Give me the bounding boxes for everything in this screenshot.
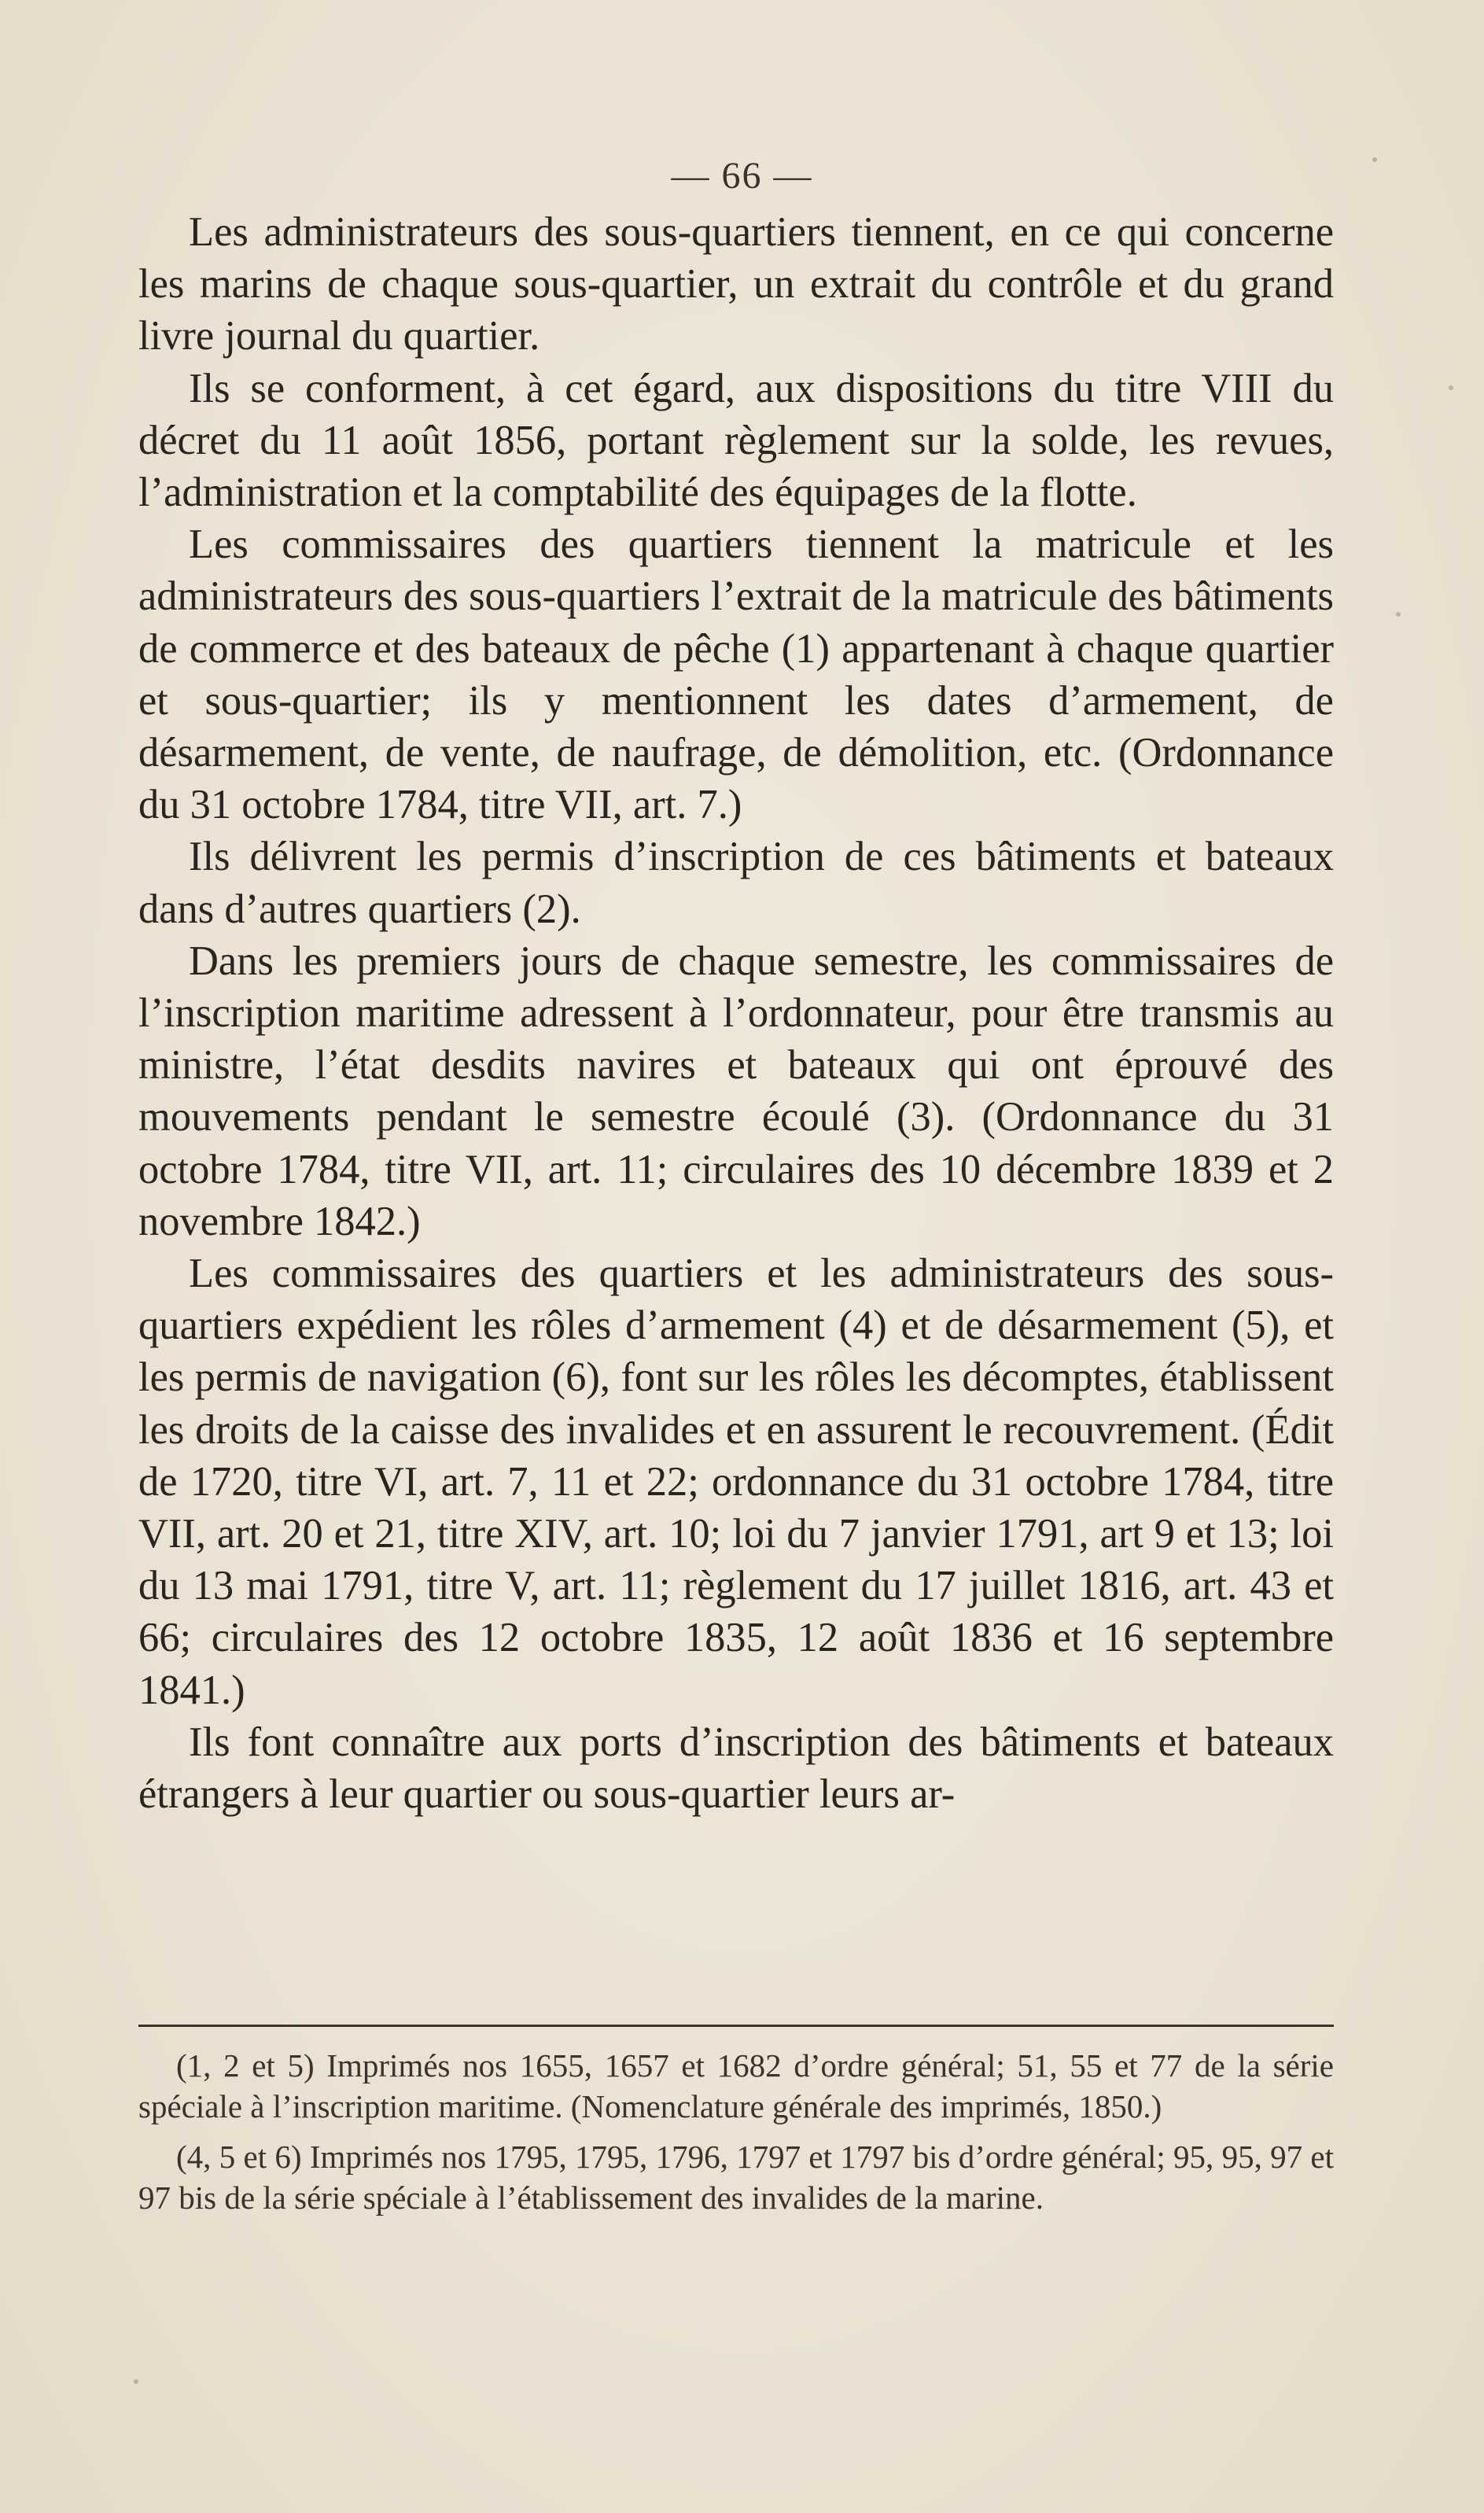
paper-speck <box>1396 612 1401 617</box>
paragraph: Les commissaires des quartiers tiennent la matricule et les administrateurs des sous-quartiers l’extrait de la matricule des bâtiments de commerce et des bateaux de pêche (1) appartenant à chaque quartier et sous-quartier; ils y mentionnent les dates d’armement, de désarmement, de vente, de naufrage, de démolition, etc. (Ordonnance du 31 octobre 1784, titre VII, art. 7.) <box>138 521 1334 828</box>
paragraph: Ils font connaître aux ports d’inscription des bâtiments et bateaux étrangers à leur quartier ou sous-quartier leurs ar- <box>138 1719 1334 1818</box>
footnote: (1, 2 et 5) Imprimés nos 1655, 1657 et 1682 d’ordre général; 51, 55 et 77 de la série spéciale à l’inscription maritime. (Nomenclature générale des imprimés, 1850.) <box>138 2047 1334 2124</box>
footnotes <box>138 2045 1334 2227</box>
paper-speck <box>134 2379 138 2384</box>
paragraph: Les commissaires des quartiers et les administrateurs des sous-quartiers expédient les rôles d’armement (4) et de désarmement (5), et les permis de navigation (6), font sur les rôles les décomptes, établissent les droits de la caisse des invalides et en assurent le recouvrement. (Édit de 1720, titre VI, art. 7, 11 et 22; ordonnance du 31 octobre 1784, titre VII, art. 20 et 21, titre XIV, art. 10; loi du 7 janvier 1791, art 9 et 13; loi du 13 mai 1791, titre V, art. 11; règlement du 17 juillet 1816, art. 43 et 66; circulaires des 12 octobre 1835, 12 août 1836 et 16 septembre 1841.) <box>138 1251 1334 1713</box>
footnote-divider <box>138 2025 1334 2027</box>
footnote: (4, 5 et 6) Imprimés nos 1795, 1795, 1796, 1797 et 1797 bis d’ordre général; 95, 95, 97 et 97 bis de la série spéciale à l’établissement des invalides de la marine. <box>138 2139 1334 2216</box>
paper-speck <box>1449 385 1453 390</box>
paragraph: Dans les premiers jours de chaque semestre, les commissaires de l’inscription maritime adressent à l’ordonnateur, pour être transmis au ministre, l’état desdits navires et bateaux qui ont éprouvé des mouvements pendant le semestre écoulé (3). (Ordonnance du 31 octobre 1784, titre VII, art. 11; circulaires des 10 décembre 1839 et 2 novembre 1842.) <box>138 938 1334 1244</box>
paragraph: Les administrateurs des sous-quartiers tiennent, en ce qui concerne les marins de chaque sous-quartier, un extrait du contrôle et du grand livre journal du quartier. <box>138 209 1334 359</box>
paper-speck <box>1372 157 1377 162</box>
body-text <box>138 206 1334 1820</box>
paragraph: Ils délivrent les permis d’inscription de ces bâtiments et bateaux dans d’autres quartiers (2). <box>138 834 1334 932</box>
page-number: — 66 — <box>671 155 813 197</box>
paragraph: Ils se conforment, à cet égard, aux dispositions du titre VIII du décret du 11 août 1856, portant règlement sur la solde, les revues, l’administration et la comptabilité des équipages de la flotte. <box>138 365 1334 516</box>
